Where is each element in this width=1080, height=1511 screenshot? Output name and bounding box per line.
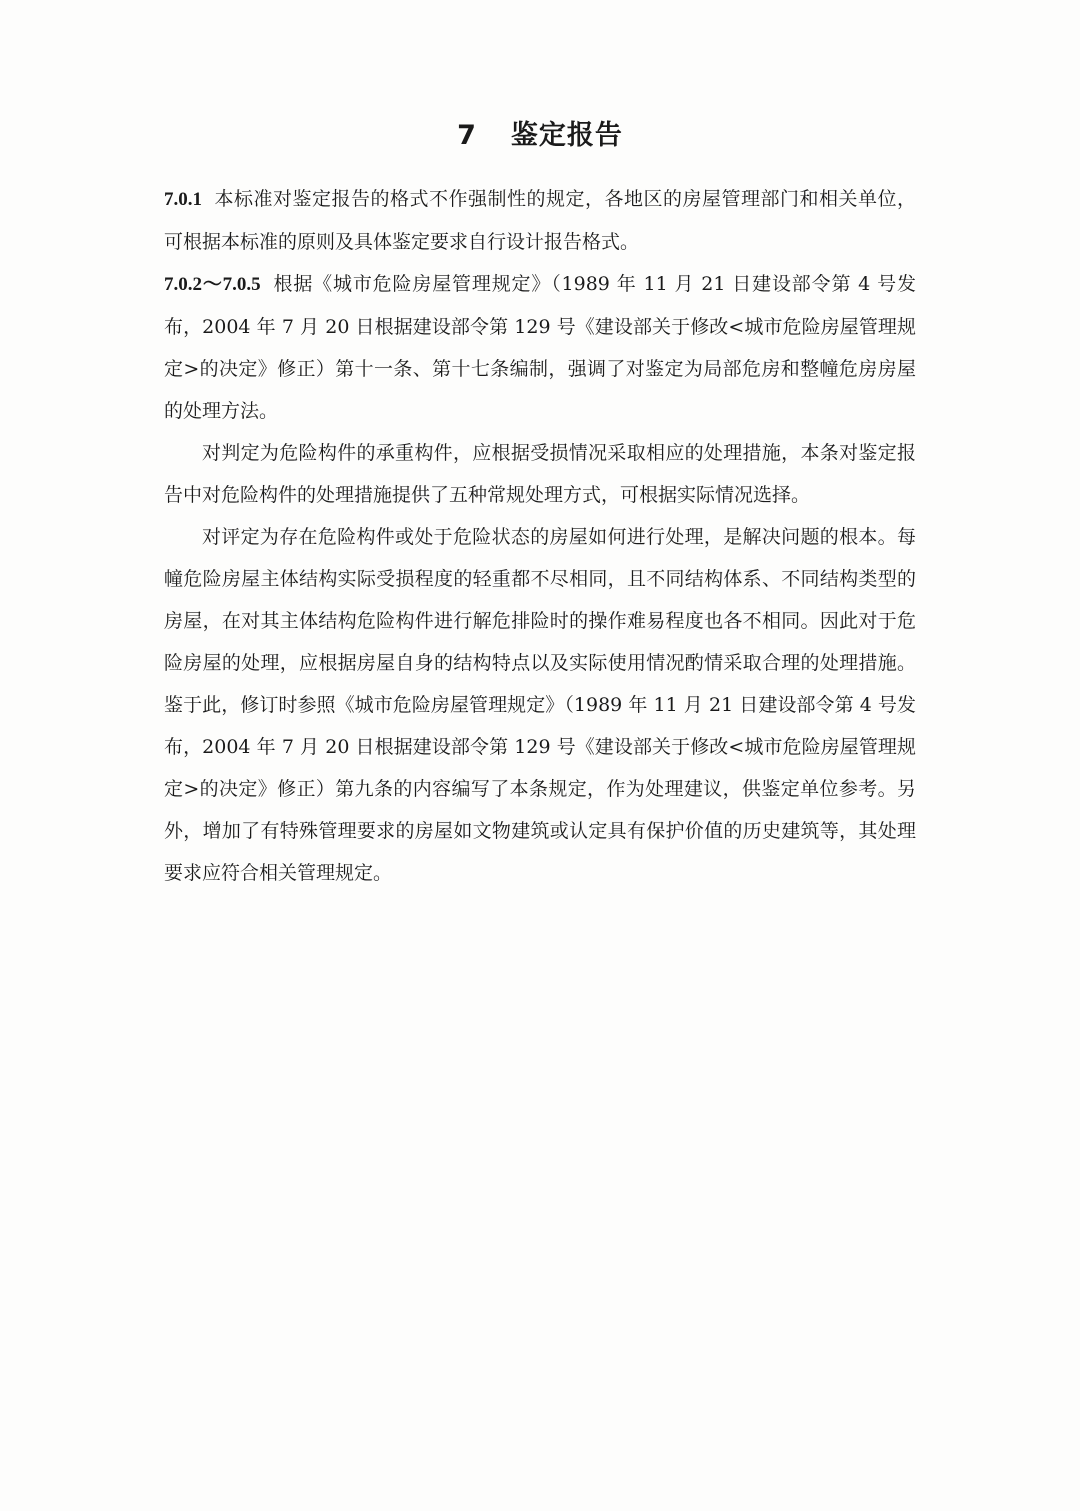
paragraph: 对判定为危险构件的承重构件，应根据受损情况采取相应的处理措施，本条对鉴定报告中对危险构件的处理措施提供了五种常规处理方式，可根据实际情况选择。 (164, 442, 916, 506)
clause-number: 7.0.1 (164, 189, 202, 210)
chapter-number: 7 (457, 120, 477, 151)
chapter-title: 鉴定报告 (510, 120, 623, 151)
clause-7-0-2-to-7-0-5 (164, 263, 916, 432)
clause-7-0-1 (164, 178, 916, 263)
chapter-heading (0, 112, 1080, 160)
paragraph: 对评定为存在危险构件或处于危险状态的房屋如何进行处理，是解决问题的根本。每幢危险房屋主体结构实际受损程度的轻重都不尽相同，且不同结构体系、不同结构类型的房屋，在对其主体结构危险构件进行解危排险时的操作难易程度也各不相同。因此对于危险房屋的处理，应根据房屋自身的结构特点以及实际使用情况酌情采取合理的处理措施。鉴于此，修订时参照《城市危险房屋管理规定》（1989 年 11 月 21 日建设部令第 4 号发布，2004 年 7 月 20 日根据建设部令第 129 号《建设部关于修改<城市危险房屋管理规定>的决定》修正）第九条的内容编写了本条规定，作为处理建议，供鉴定单位参考。另外，增加了有特殊管理要求的房屋如文物建筑或认定具有保护价值的历史建筑等，其处理要求应符合相关管理规定。 (164, 526, 916, 884)
clause-text: 本标准对鉴定报告的格式不作强制性的规定，各地区的房屋管理部门和相关单位，可根据本标准的原则及具体鉴定要求自行设计报告格式。 (164, 188, 916, 253)
document-body (164, 178, 916, 894)
clause-text: 根据《城市危险房屋管理规定》（1989 年 11 月 21 日建设部令第 4 号发布，2004 年 7 月 20 日根据建设部令第 129 号《建设部关于修改<城市危险房屋管理规定>的决定》修正）第十一条、第十七条编制，强调了对鉴定为局部危房和整幢危房房屋的处理方法。 (164, 273, 916, 422)
clause-number: 7.0.2～7.0.5 (164, 274, 261, 295)
